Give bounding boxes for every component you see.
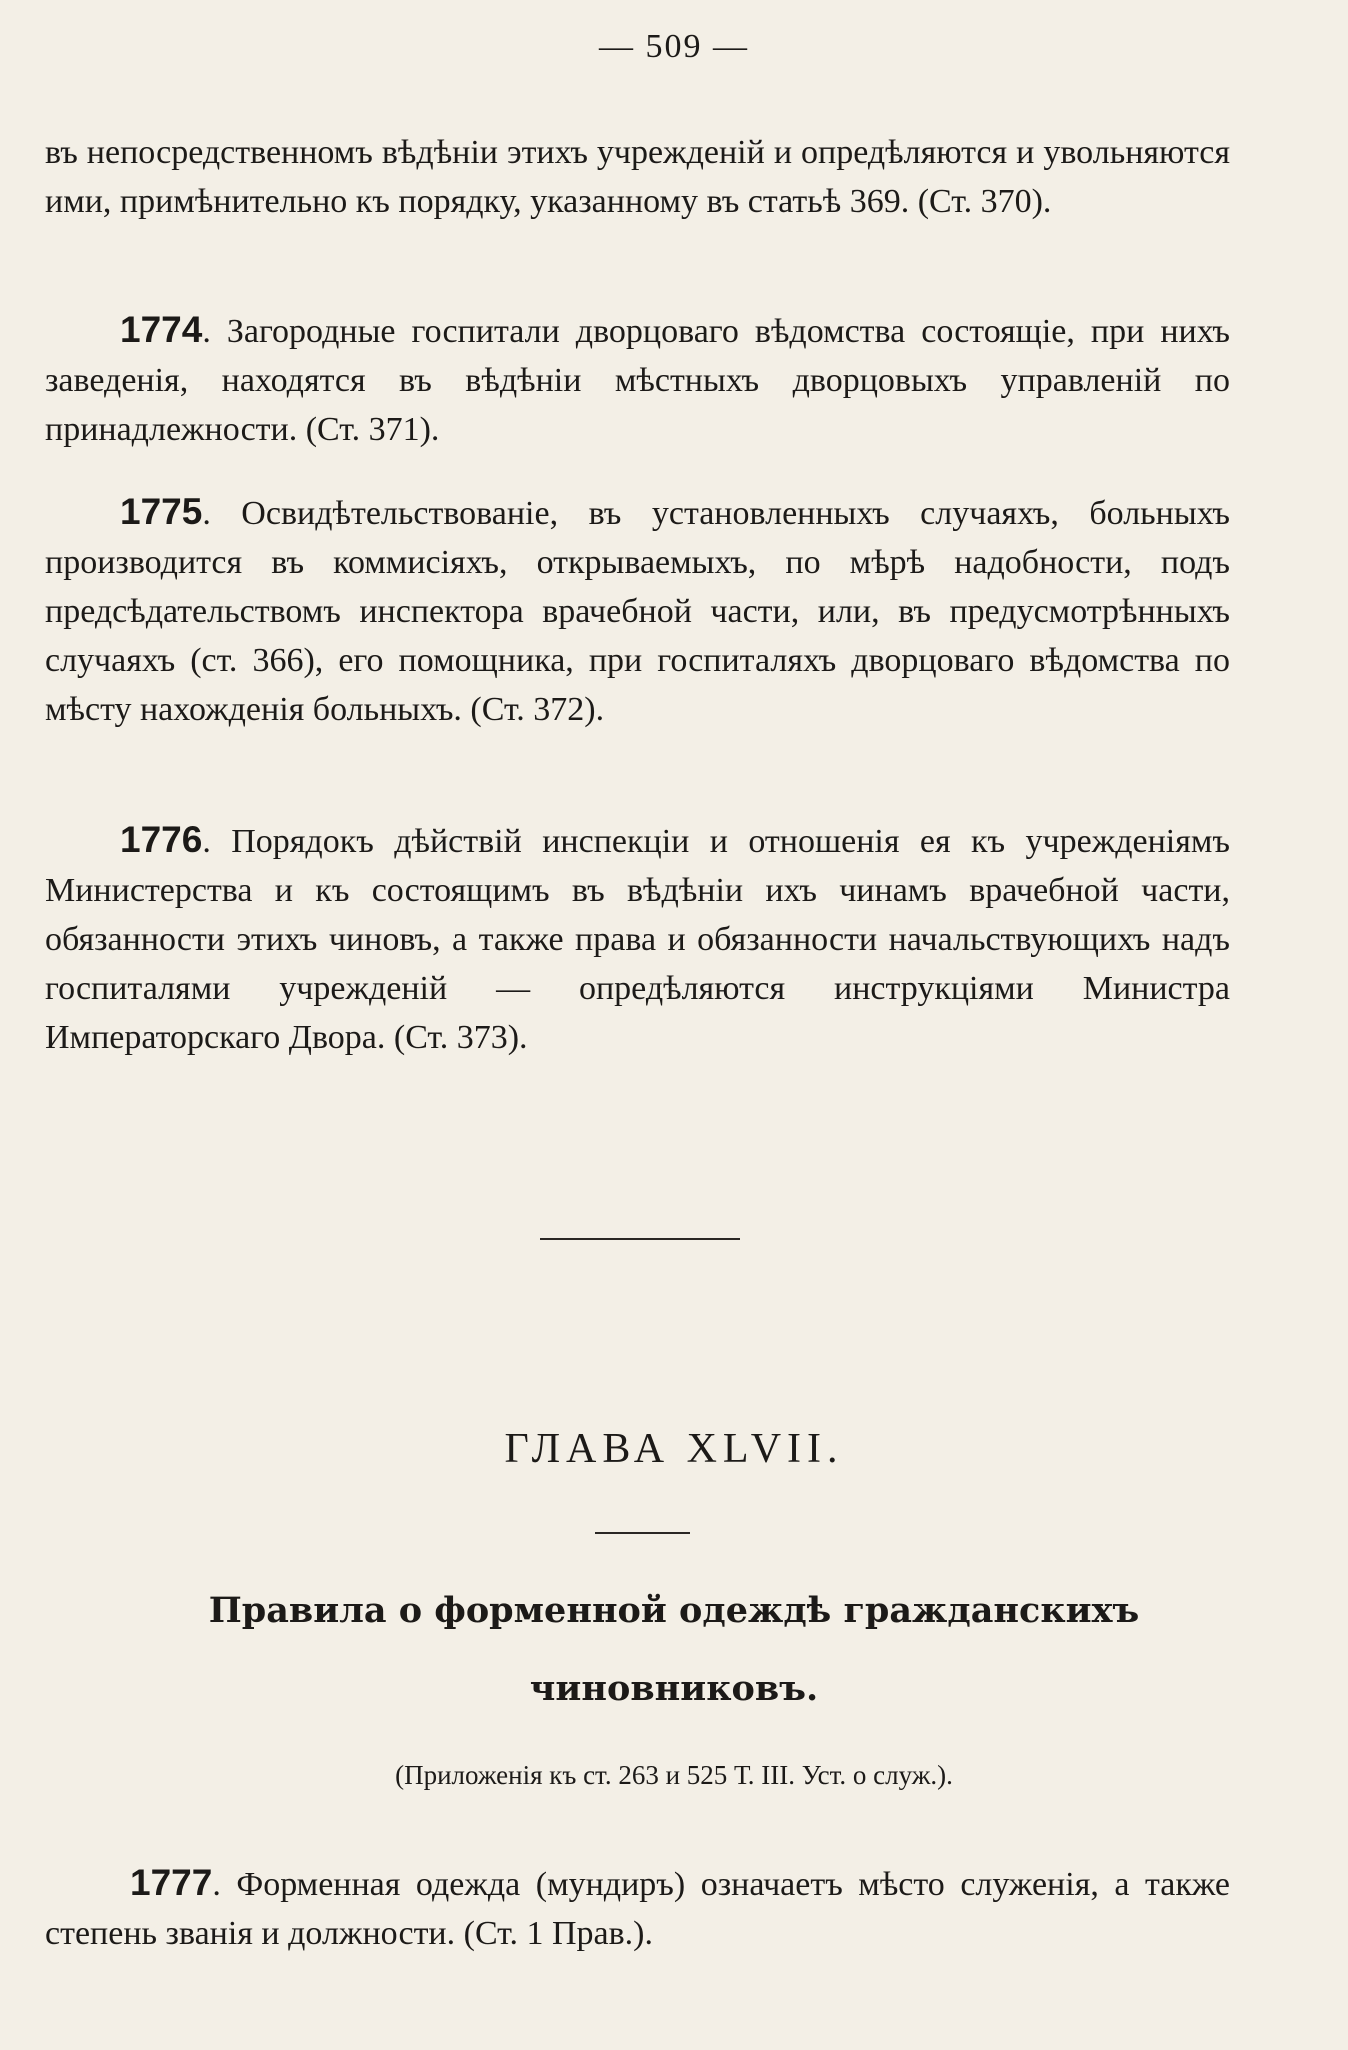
paragraph-text: . Освидѣтельствованіе, въ установленныхъ случаяхъ, больныхъ производится въ коммисіяхъ, открываемыхъ, по мѣрѣ надобности, подъ предсѣдательствомъ инспектора врачебной части, или, въ предусмотрѣнныхъ случаяхъ (ст. 366), его помощника, при госпиталяхъ дворцоваго вѣдомства по мѣсту нахожденія больныхъ. (Ст. 372). [45, 495, 1230, 728]
paragraph-continued [45, 128, 1230, 226]
page-number: — 509 — [599, 28, 749, 65]
article-number: 1777 [130, 1862, 213, 1903]
paragraph-text: въ непосредственномъ вѣдѣніи этихъ учрежденій и опредѣляются и увольняются ими, примѣнительно къ порядку, указанному въ статьѣ 369. (Ст. 370). [45, 134, 1230, 220]
article-number: 1774 [120, 309, 203, 350]
chapter-heading: ГЛАВА XLVII. [504, 1426, 844, 1472]
paragraph-text: . Порядокъ дѣйствій инспекціи и отношенія ея къ учрежденіямъ Министерства и къ состоящимъ въ вѣдѣніи ихъ чинамъ врачебной части, обязанности этихъ чиновъ, а также права и обязанности начальствующихъ надъ госпиталями учрежденій — опредѣляются инструкціями Министра Императорскаго Двора. (Ст. 373). [45, 823, 1230, 1056]
section-subtitle: (Приложенія къ ст. 263 и 525 Т. III. Уст. о служ.). [395, 1760, 953, 1790]
chapter-divider [595, 1532, 690, 1534]
paragraph-text: . Форменная одежда (мундиръ) означаетъ мѣсто служенія, а также степень званія и должности. (Ст. 1 Прав.). [45, 1866, 1230, 1952]
article-1774 [45, 305, 1230, 454]
article-number: 1775 [120, 491, 203, 532]
section-title-line-2: чиновниковъ. [529, 1668, 819, 1709]
article-1777 [45, 1858, 1230, 1958]
section-divider [540, 1238, 740, 1240]
article-number: 1776 [120, 819, 203, 860]
section-title-line-1: Правила о форменной одеждѣ гражданскихъ [208, 1590, 1140, 1631]
paragraph-text: . Загородные госпитали дворцоваго вѣдомства состоящіе, при нихъ заведенія, находятся въ вѣдѣніи мѣстныхъ дворцовыхъ управленій по принадлежности. (Ст. 371). [45, 313, 1230, 448]
article-1775 [45, 487, 1230, 734]
article-1776 [45, 815, 1230, 1062]
